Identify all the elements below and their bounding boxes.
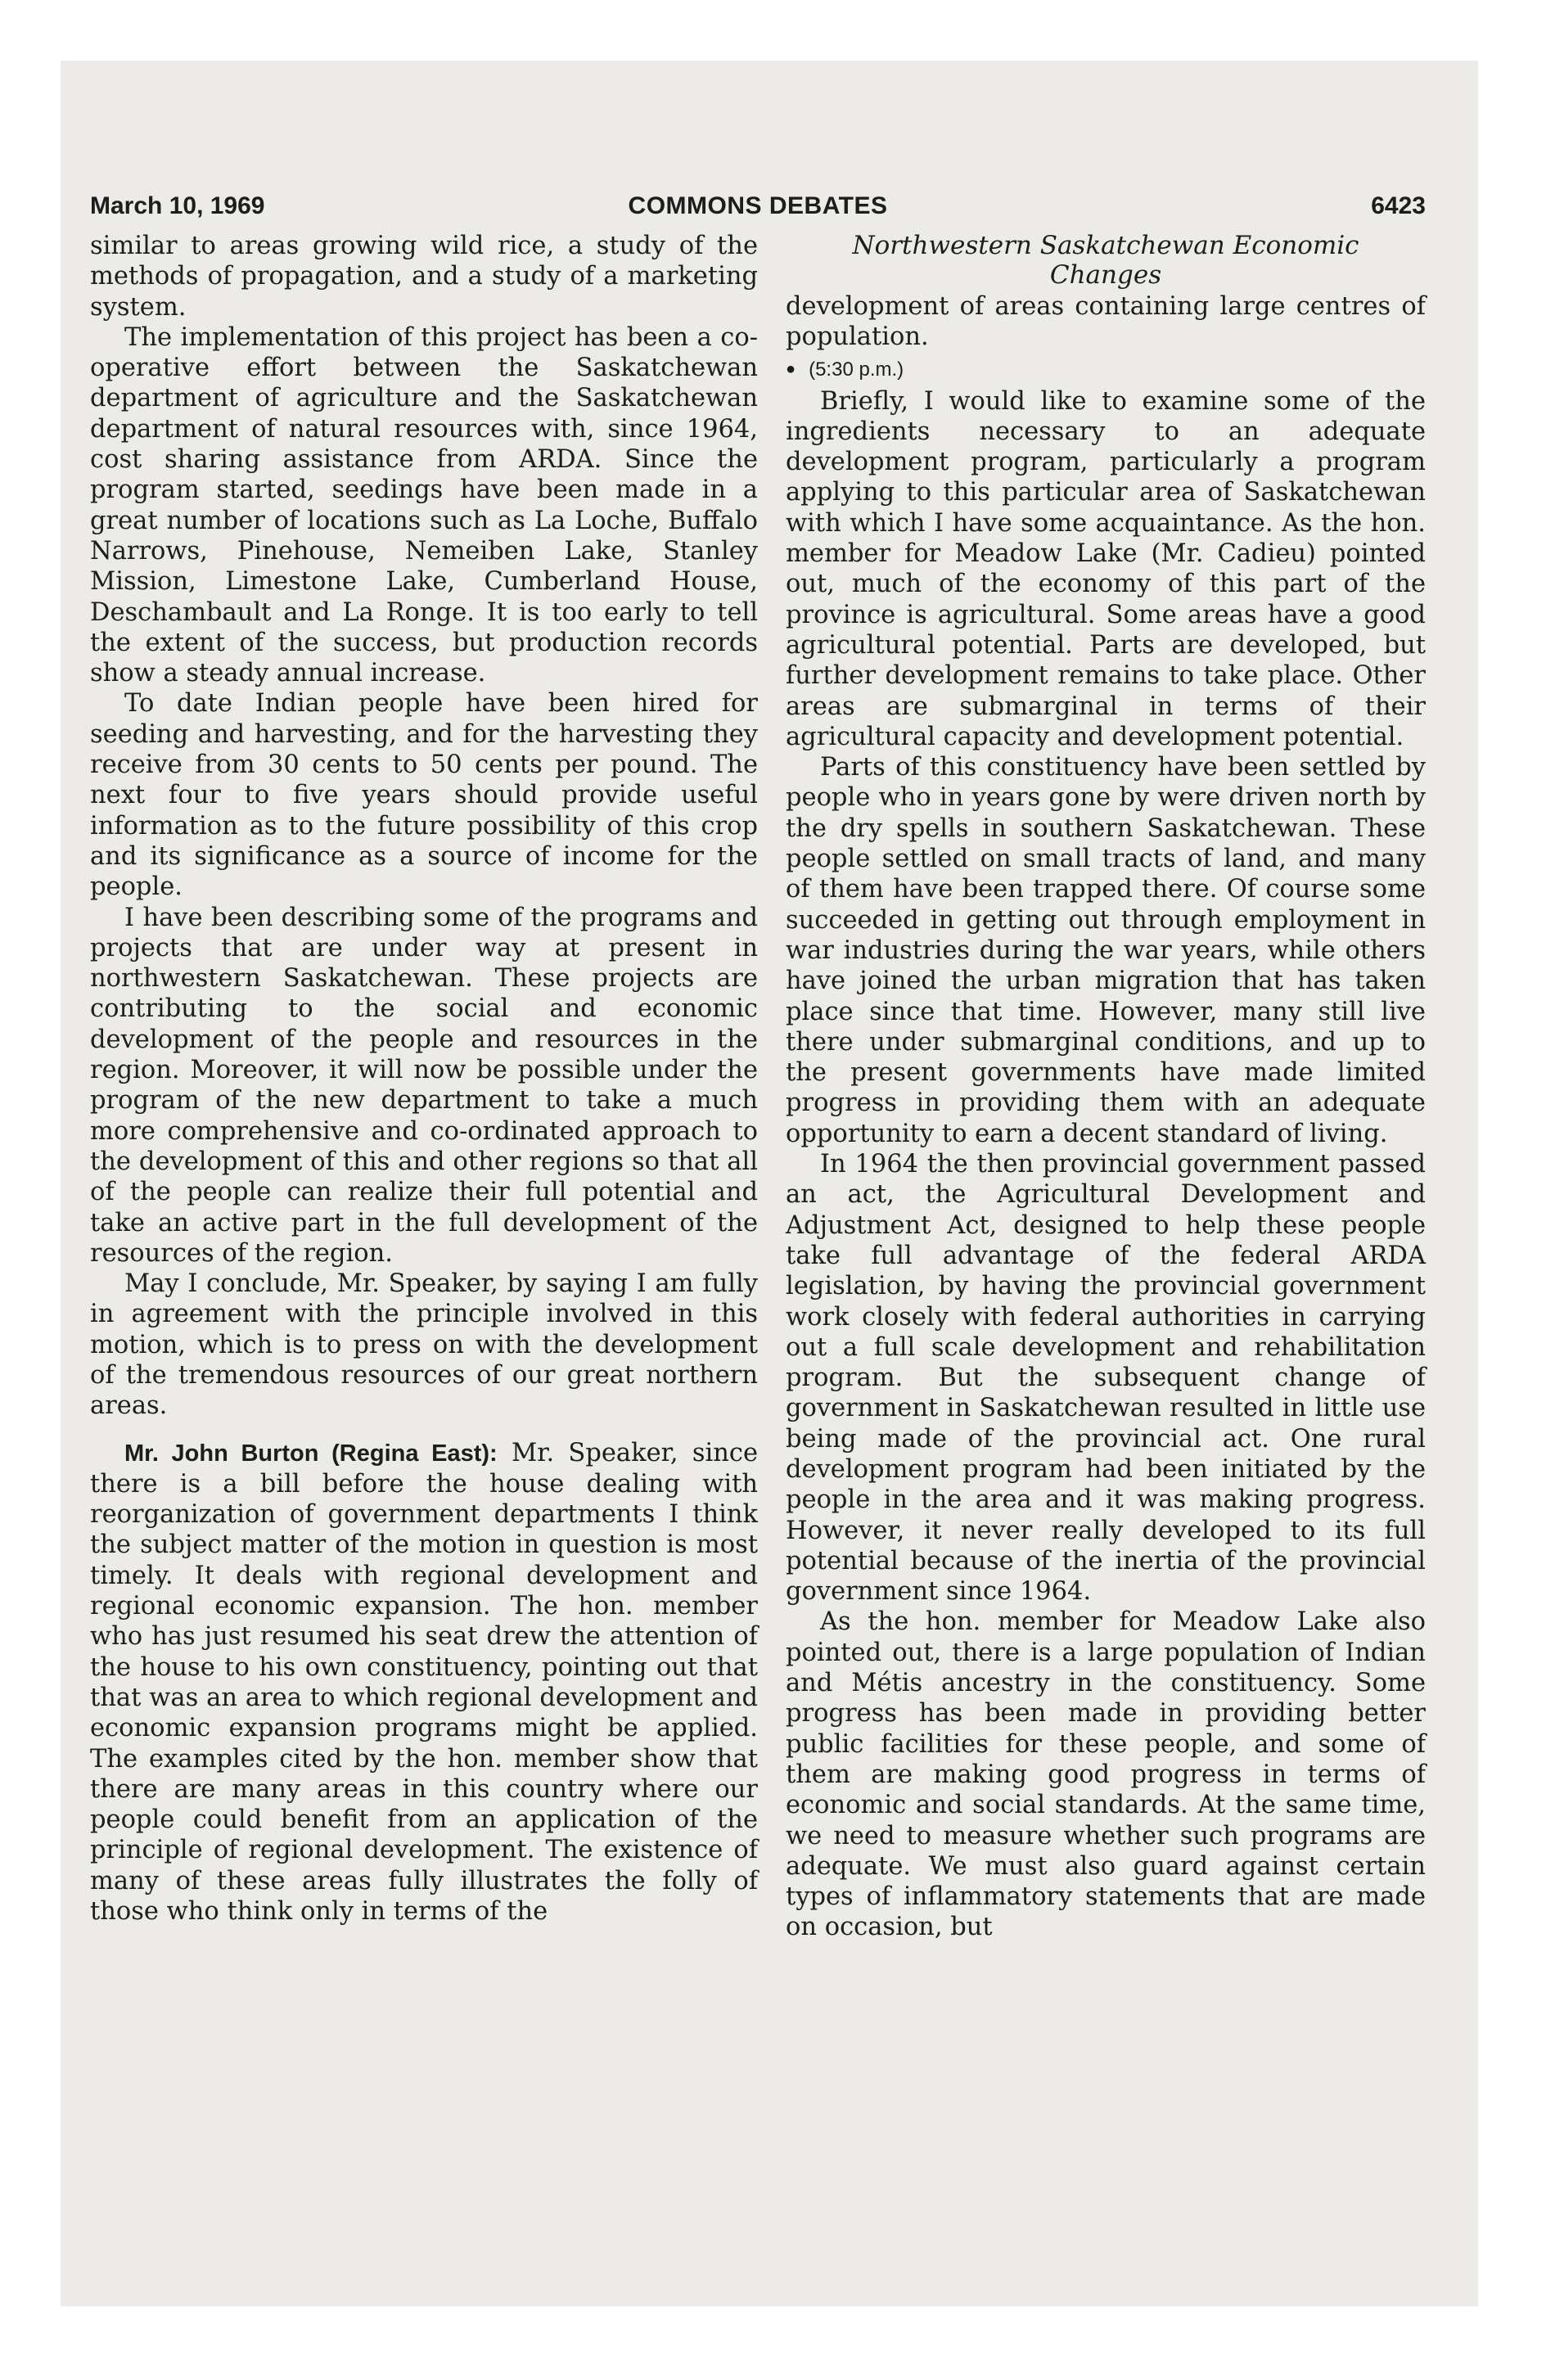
header-page-number: 6423 (1371, 192, 1426, 219)
time-mark (786, 353, 1426, 386)
right-column (786, 231, 1426, 1943)
paragraph: In 1964 the then provincial government passed an act, the Agricultural Development and Adjustment Act, designed to help these people take full advantage of the federal ARDA legislation, by having the provincial government work closely with federal authorities in carrying out a full scale development and rehabilitation program. But the subsequent change of government in Saskatchewan resulted in little use being made of the provincial act. One rural development program had been initiated by the people in the area and it was making progress. However, it never really developed to its full potential because of the inertia of the provincial government since 1964. (786, 1150, 1426, 1607)
paragraph: As the hon. member for Meadow Lake also pointed out, there is a large population of Indian and Métis ancestry in the constituency. Some progress has been made in providing better public facilities for these people, and some of them are making good progress in terms of economic and social standards. At the same time, we need to measure whether such programs are adequate. We must also guard against certain types of inflammatory statements that are made on occasion, but (786, 1607, 1426, 1942)
time-text: (5:30 p.m.) (809, 358, 904, 381)
paragraph: similar to areas growing wild rice, a study of the methods of propagation, and a study of a marketing system. (90, 232, 758, 322)
header-title: COMMONS DEBATES (628, 192, 888, 219)
paragraph: The implementation of this project has been a co-operative effort between the Saskatchewan department of agriculture and the Saskatchewan department of natural resources with, since 1964, cost sharing assistance from ARDA. Since the program started, seedings have been made in a great number of locations such as La Loche, Buffalo Narrows, Pinehouse, Nemeiben Lake, Stanley Mission, Limestone Lake, Cumberland House, Deschambault and La Ronge. It is too early to tell the extent of the success, but production records show a steady annual increase. (90, 322, 758, 688)
paragraph: To date Indian people have been hired for seeding and harvesting, and for the harvesting they receive from 30 cents to 50 cents per pound. The next four to five years should provide useful information as to the future possibility of this crop and its significance as a source of income for the people. (90, 689, 758, 902)
running-head: Northwestern Saskatchewan Economic Changes (852, 231, 1359, 290)
paragraph: development of areas containing large centres of population. (786, 292, 1426, 352)
paragraph: May I conclude, Mr. Speaker, by saying I am fully in agreement with the principle involved in this motion, which is to press on with the development of the tremendous resources of our great northern areas. (90, 1269, 758, 1421)
paragraph: Parts of this constituency have been settled by people who in years gone by were driven north by the dry spells in southern Saskatchewan. These people settled on small tracts of land, and many of them have been trapped there. Of course some succeeded in getting out through employment in war industries during the war years, while others have joined the urban migration that has taken place since that time. However, many still live there under submarginal conditions, and up to the present governments have made limited progress in providing them with an adequate opportunity to earn a decent standard of living. (786, 753, 1426, 1148)
bullet-icon: ● (786, 359, 796, 378)
paragraph: Briefly, I would like to examine some of the ingredients necessary to an adequate development program, particularly a program applying to this particular area of Saskatchewan with which I have some acquaintance. As the hon. member for Meadow Lake (Mr. Cadieu) pointed out, much of the economy of this part of the province is agricultural. Some areas have a good agricultural potential. Parts are developed, but further development remains to take place. Other areas are submarginal in terms of their agricultural capacity and development potential. (786, 386, 1426, 751)
paragraph: I have been describing some of the programs and projects that are under way at present in northwestern Saskatchewan. These projects are contributing to the social and economic development of the people and resources in the region. Moreover, it will now be possible under the program of the new department to take a much more comprehensive and co-ordinated approach to the development of this and other regions so that all of the people can realize their full potential and take an active part in the full development of the resources of the region. (90, 903, 758, 1268)
speech-text: Mr. Speaker, since there is a bill before the house dealing with reorganization of government departments I think the subject matter of the motion in question is most timely. It deals with regional development and regional economic expansion. The hon. member who has just resumed his seat drew the attention of the house to his own constituency, pointing out that that was an area to which regional development and economic expansion programs might be applied. The examples cited by the hon. member show that there are many areas in this country where our people could benefit from an application of the principle of regional development. The existence of many of these areas fully illustrates the folly of those who think only in terms of the (90, 1438, 759, 1927)
speaker-name: Mr. John Burton (Regina East): (124, 1440, 498, 1467)
header-date: March 10, 1969 (90, 192, 265, 219)
left-column (90, 231, 758, 1927)
speech-paragraph (90, 1438, 758, 1927)
page-header (90, 185, 1426, 228)
